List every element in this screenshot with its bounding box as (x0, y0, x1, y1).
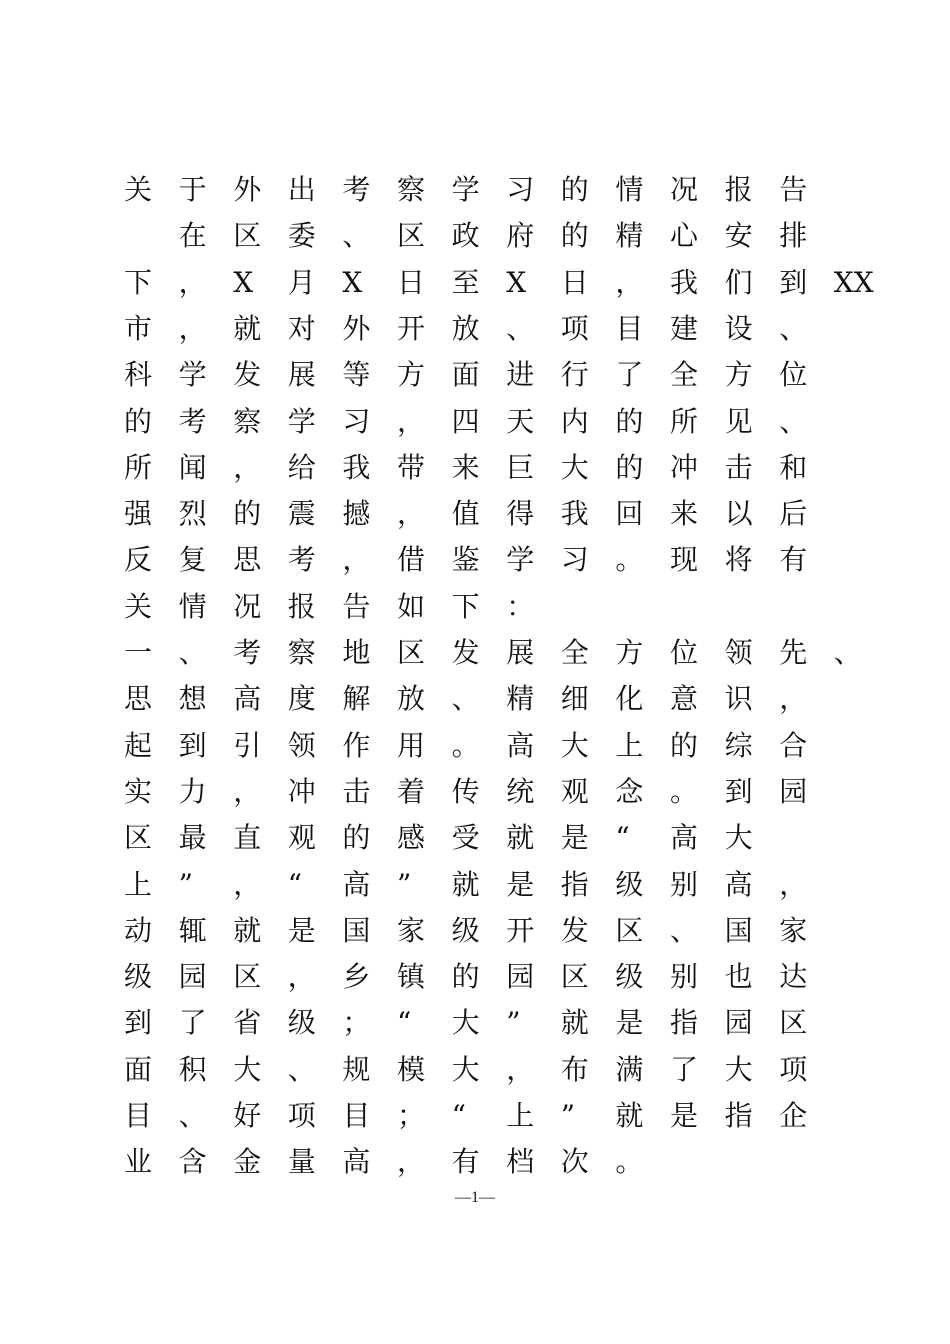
document-page: 关 于 外 出 考 察 学 习 的 情 况 报 告 在 区 委 、 区 政 府 的 精 心 安 排 下 ， X 月 X 日 至 X 日 ， 我 们 到 XX 市 ， 就 对 外 开 放 、 项 目 建 设 、 科 学 发 展 等 方 面 进 行 了 全 方 位 的 考 察 学 习 ， 四 天 内 的 所 见 、 所 闻 ， 给 我 带 来 巨 大 的 冲 击 和 强 烈 的 震 撼 ， 值 得 我 回 来 以 后 反 复 思 考 ， 借 鉴 学 习 。 现 将 有 关 情 况 报 告 如 下 ： 一 、 考 察 地 区 发 展 全 方 位 领 先 、 思 想 高 度 解 放 、 精 细 化 意 识 ， 起 到 引 领 作 用 。 高 大 上 的 综 合 实 力 ， 冲 击 着 传 统 观 念 。 到 园 区 最 直 观 的 感 受 就 是 “ 高 大 上 ” ， “ 高 ” 就 是 指 级 别 高 ， 动 辄 就 是 国 家 级 开 发 区 、 国 家 级 园 区 ， 乡 镇 的 园 区 级 别 也 达 到 了 省 级 ； “ 大 ” 就 是 指 园 区 面 积 大 、 规 模 大 ， 布 满 了 大 项 目 、 好 项 目 ； “ 上 ” 就 是 指 企 业 含 金 量 高 ， 有 档 次 。 —1— (0, 0, 950, 1344)
page-number: —1— (455, 1189, 495, 1206)
